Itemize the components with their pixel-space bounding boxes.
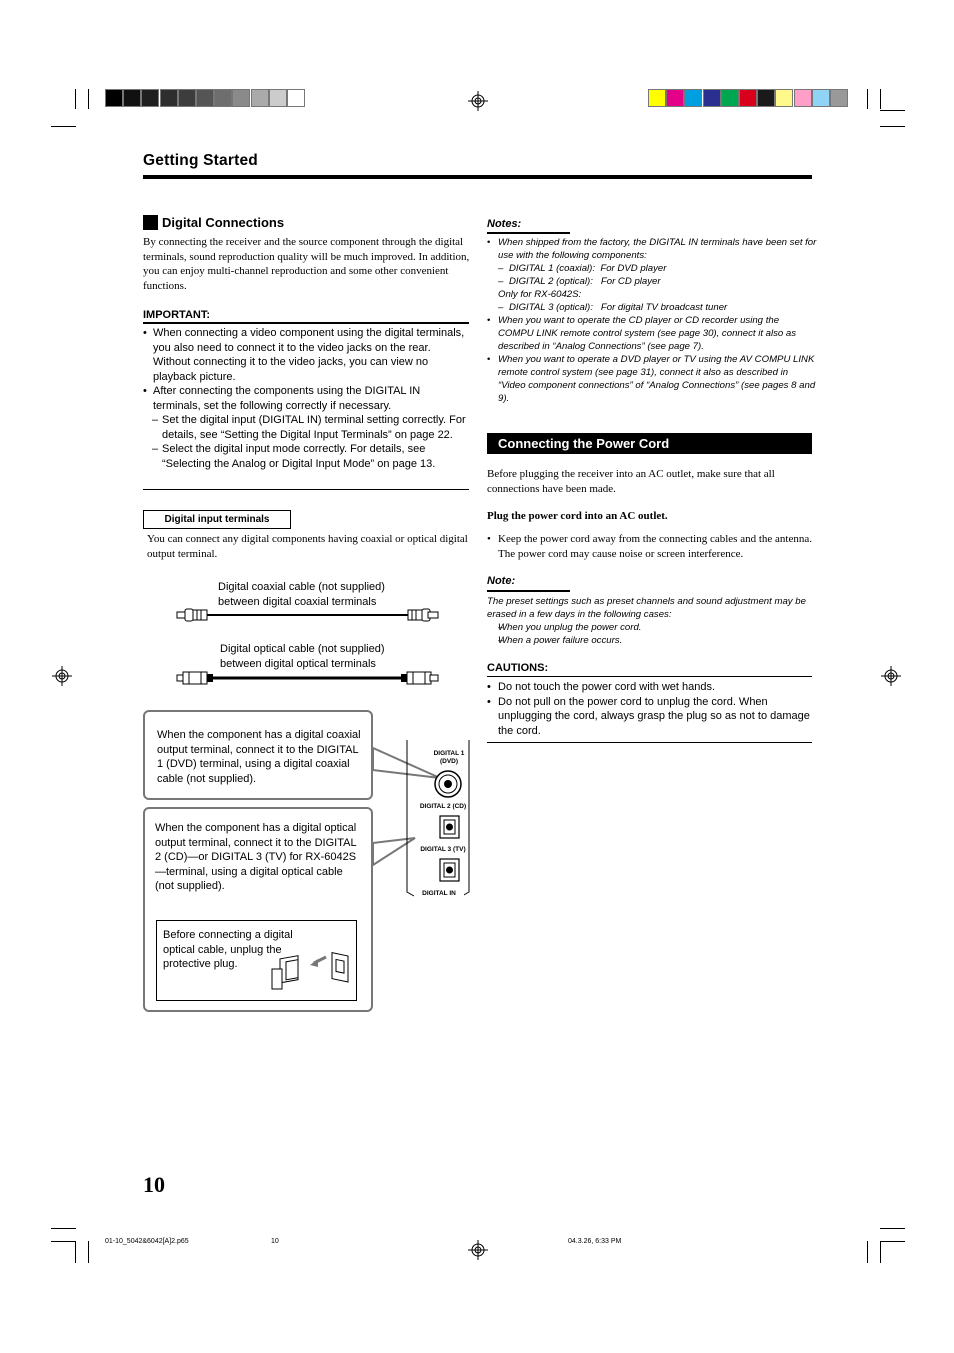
color-swatch	[757, 89, 775, 107]
list-subitem	[487, 621, 812, 634]
section-rule	[143, 175, 812, 179]
note-sub2: When a power failure occurs.	[498, 635, 623, 646]
gray-swatch	[105, 89, 123, 107]
coaxial-cable-icon	[175, 607, 440, 623]
coaxial-cable-label-line2: between digital coaxial terminals	[218, 596, 377, 608]
list-subitem: Only for RX-6042S:	[498, 289, 582, 300]
crop-mark	[51, 1241, 76, 1242]
color-swatch	[739, 89, 757, 107]
note-rule	[487, 590, 570, 592]
list-subitem: – DIGITAL 3 (optical): For digital TV broadcast tuner	[487, 301, 817, 314]
color-swatch	[648, 89, 666, 107]
list-item: • Do not pull on the power cord to unplug the cord. When unplugging the cord, always grasp the plug so as not to damage the cord.	[487, 695, 812, 739]
list-subitem: – DIGITAL 1 (coaxial): For DVD player	[487, 262, 817, 275]
registration-mark-icon	[881, 666, 901, 686]
digital3-label: DIGITAL 3 (TV)	[420, 846, 466, 853]
crop-mark	[880, 110, 905, 111]
optical-cable-icon	[175, 670, 440, 686]
important-label: IMPORTANT:	[143, 309, 211, 321]
list-subitem: – DIGITAL 2 (optical): For CD player	[487, 275, 817, 288]
list-item: • When connecting a video component using the digital terminals, you also need to connect it to the video jacks on the rear. Without connecting it to the video jacks, you can view no playback picture.	[143, 326, 469, 384]
gray-swatch	[214, 89, 232, 107]
note-text	[487, 595, 812, 647]
crop-mark	[51, 1228, 76, 1229]
list-item: • Do not touch the power cord with wet hands.	[487, 680, 812, 695]
gray-swatch	[251, 89, 269, 107]
color-swatch	[812, 89, 830, 107]
gray-swatch	[196, 89, 214, 107]
crop-mark	[880, 1228, 905, 1229]
protective-plug-icon	[268, 935, 356, 993]
square-bullet-icon	[143, 215, 158, 230]
digital1-label-line2: (DVD)	[439, 758, 459, 765]
important-rule	[143, 322, 469, 324]
digital-in-label: DIGITAL IN	[414, 890, 464, 898]
list-item: • When you want to operate a DVD player or TV using the AV COMPU LINK remote control system (see page 31), connect it also as described in “Video component connections” of “Analog Connections” (see pages 8 and 9).	[487, 353, 817, 405]
gray-swatch	[232, 89, 250, 107]
note-label: Note:	[487, 575, 516, 587]
digital1-label	[428, 750, 470, 766]
gray-swatch	[160, 89, 178, 107]
page-number: 10	[143, 1172, 165, 1197]
heading-text: Digital Connections	[162, 215, 285, 230]
notes-list	[487, 236, 817, 405]
list-item: • When you want to operate the CD player or CD recorder using the COMPU LINK remote control system (see page 30), connect it also as described in “Analog Connections” (see page 7).	[487, 314, 817, 353]
crop-mark	[51, 126, 76, 127]
digital-connections-intro: By connecting the receiver and the source component through the digital terminals, sound reproduction quality will be much improved. In addition, you can enjoy multi-channel reproduction and some other convenient functions.	[143, 236, 470, 292]
crop-mark	[88, 89, 89, 109]
footer-timestamp: 04.3.26, 6:33 PM	[568, 1238, 622, 1245]
power-cord-intro: Before plugging the receiver into an AC outlet, make sure that all connections have been made.	[487, 468, 775, 495]
digital-connections-heading	[143, 215, 284, 230]
color-swatch	[794, 89, 812, 107]
list-item: • When shipped from the factory, the DIGITAL IN terminals have been set for use with the following components:	[487, 236, 817, 262]
list-subitem: – Select the digital input mode correctly. For details, see “Selecting the Analog or Digital Input Mode” on page 13.	[143, 442, 469, 471]
note-paragraph: The preset settings such as preset channels and sound adjustment may be erased in a few days in the following cases:	[487, 596, 806, 620]
power-cord-instruction: Plug the power cord into an AC outlet.	[487, 510, 668, 522]
gray-swatch	[141, 89, 159, 107]
color-swatch	[830, 89, 848, 107]
power-cord-heading: Connecting the Power Cord	[487, 433, 812, 454]
gray-swatch	[123, 89, 141, 107]
crop-mark	[75, 1241, 76, 1263]
optical-callout-text: When the component has a digital optical output terminal, connect it to the DIGITAL 2 (CD)—or DIGITAL 3 (TV) for RX-6042S—terminal, using a digital optical cable (not supplied).	[155, 822, 357, 892]
digital1-label-line1: DIGITAL 1	[433, 750, 465, 757]
power-cord-keep-away	[487, 532, 812, 561]
registration-mark-icon	[52, 666, 72, 686]
digital-input-terminals-label: Digital input terminals	[143, 510, 291, 529]
list-item: • After connecting the components using the DIGITAL IN terminals, set the following correctly if necessary.	[143, 384, 469, 413]
list-item: • Keep the power cord away from the connecting cables and the antenna. The power cord may cause noise or screen interference.	[487, 532, 812, 561]
notes-rule	[487, 232, 570, 234]
important-bottom-rule	[143, 489, 469, 490]
registration-mark-icon	[468, 1240, 488, 1260]
crop-mark	[880, 1241, 905, 1242]
list-subitem: – Set the digital input (DIGITAL IN) terminal setting correctly. For details, see “Setting the Digital Input Terminals” on page 22.	[143, 413, 469, 442]
coaxial-callout: When the component has a digital coaxial output terminal, connect it to the DIGITAL 1 (DVD) terminal, using a digital coaxial cable (not supplied).	[143, 710, 373, 800]
list-subitem	[487, 634, 812, 647]
gray-swatch	[269, 89, 287, 107]
digital2-label: DIGITAL 2 (CD)	[419, 803, 467, 810]
protective-plug-note: Before connecting a digital optical cable, unplug the protective plug.	[156, 920, 357, 1001]
cautions-bottom-rule	[487, 742, 812, 743]
coaxial-cable-label-line1: Digital coaxial cable (not supplied)	[218, 581, 385, 593]
color-swatch	[721, 89, 739, 107]
gray-swatch	[287, 89, 305, 107]
digital-input-terminals-text: You can connect any digital components having coaxial or optical digital output terminal.	[147, 533, 468, 560]
crop-mark	[867, 1241, 868, 1263]
crop-mark	[88, 1241, 89, 1263]
note-sub1: When you unplug the power cord.	[498, 622, 642, 633]
gray-swatch	[178, 89, 196, 107]
footer-page: 10	[271, 1238, 279, 1245]
notes-label: Notes:	[487, 218, 522, 230]
crop-mark	[880, 126, 905, 127]
optical-cable-label-line1: Digital optical cable (not supplied)	[220, 643, 385, 655]
color-swatch	[684, 89, 702, 107]
crop-mark	[75, 89, 76, 109]
crop-mark	[880, 89, 881, 109]
section-title: Getting Started	[143, 152, 258, 169]
important-list	[143, 326, 469, 471]
optical-cable-label	[220, 642, 384, 672]
cautions-rule	[487, 676, 812, 677]
color-swatch	[703, 89, 721, 107]
coaxial-cable-label	[218, 580, 385, 610]
crop-mark	[867, 89, 868, 109]
color-swatch	[666, 89, 684, 107]
color-swatch	[775, 89, 793, 107]
optical-cable-label-line2: between digital optical terminals	[220, 658, 376, 670]
registration-mark-icon	[468, 91, 488, 111]
cautions-label: CAUTIONS:	[487, 662, 549, 674]
footer-file: 01-10_5042&6042[A]2.p65	[105, 1238, 189, 1245]
crop-mark	[880, 1241, 881, 1263]
cautions-list	[487, 680, 812, 738]
